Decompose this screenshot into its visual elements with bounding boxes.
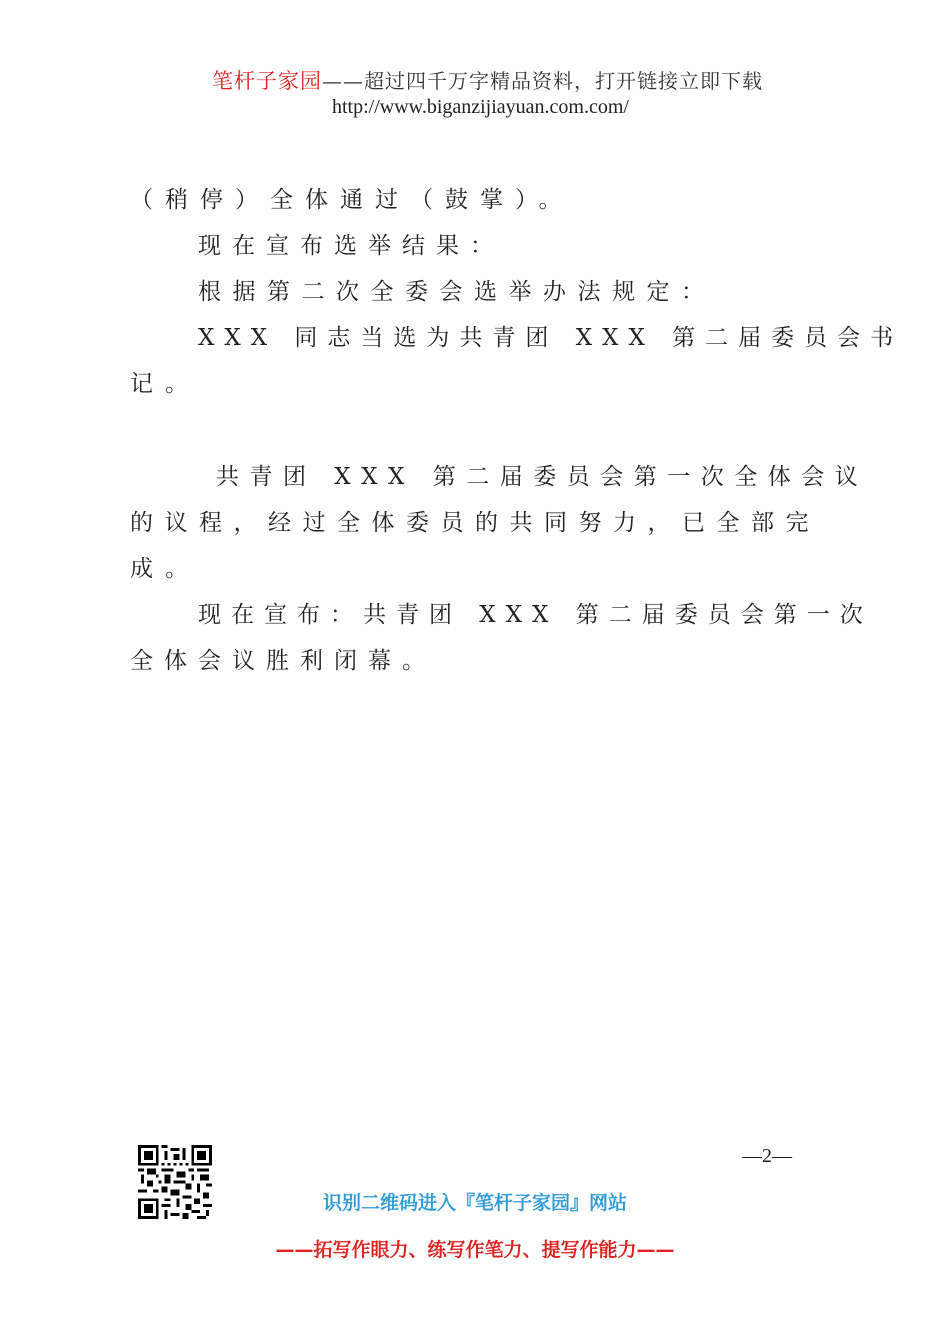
paragraph-line: 全体会议胜利闭幕。 <box>130 648 436 674</box>
paragraph-line: 共青团 XXX 第二届委员会第一次全体会议 <box>216 464 869 490</box>
paragraph-line: 的议程，经过全体委员的共同努力，已全部完 <box>130 510 820 536</box>
paragraph-line: 现在宣布：共青团 XXX 第二届委员会第一次 <box>198 602 873 628</box>
paragraph-line: （稍停）全体通过（鼓掌）。 <box>130 187 574 213</box>
paragraph-line: 成。 <box>130 556 200 582</box>
paragraph-line: XXX 同志当选为共青团 XXX 第二届委员会书 <box>198 325 904 351</box>
paragraph-line: 现在宣布选举结果： <box>198 233 504 259</box>
footer-slogan: ——拓写作眼力、练写作笔力、提写作能力—— <box>275 1239 675 1261</box>
header-url[interactable]: http://www.biganzijiayuan.com.com/ <box>332 96 629 118</box>
brand-name: 笔杆子家园 <box>212 69 322 93</box>
header-title-line <box>212 66 763 96</box>
qr-caption: 识别二维码进入『笔杆子家园』网站 <box>322 1192 627 1214</box>
header-tagline: ——超过四千万字精品资料，打开链接立即下载 <box>322 69 763 93</box>
paragraph-line: 记。 <box>130 371 200 397</box>
page-number: —2— <box>742 1145 792 1167</box>
paragraph-line: 根据第二次全委会选举办法规定： <box>198 279 716 305</box>
